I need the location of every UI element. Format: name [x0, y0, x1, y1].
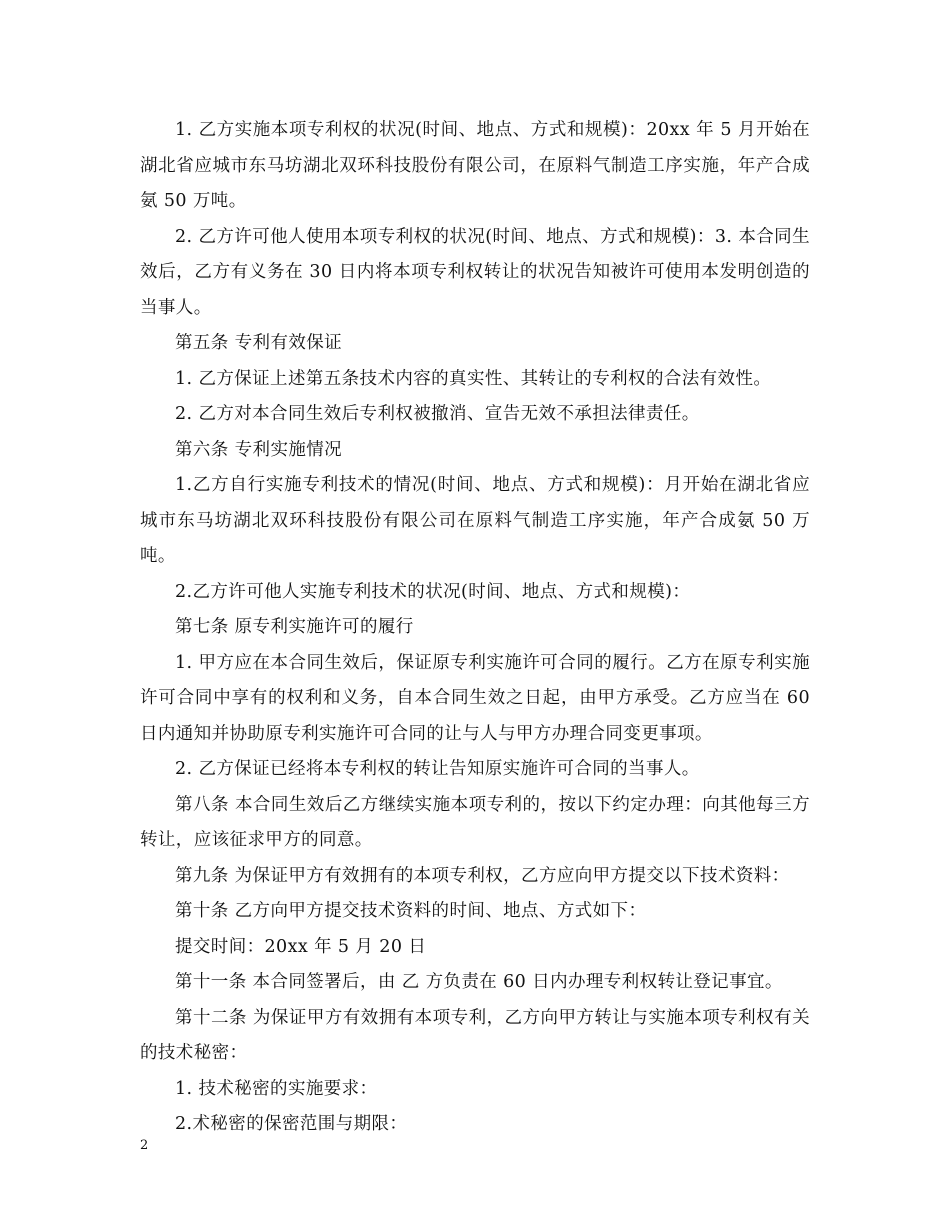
paragraph: 1. 技术秘密的实施要求： [175, 1078, 378, 1099]
paragraph: 2. 乙方对本合同生效后专利权被撤消、宣告无效不承担法律责任。 [175, 404, 700, 424]
document-body [140, 113, 810, 1143]
paragraph: 第八条 本合同生效后乙方继续实施本项专利的，按以下约定办理：向其他每三方转让，应该征求甲方的同意。 [140, 794, 810, 850]
page-number: 2 [140, 1138, 149, 1153]
paragraph: 第九条 为保证甲方有效拥有的本项专利权，乙方应向甲方提交以下技术资料： [175, 865, 790, 886]
paragraph: 1. 乙方保证上述第五条技术内容的真实性、其转让的专利权的合法有效性。 [175, 368, 772, 389]
paragraph: 2. 乙方保证已经将本专利权的转让告知原实施许可合同的当事人。 [175, 759, 700, 779]
paragraph: 第十二条 为保证甲方有效拥有本项专利，乙方向甲方转让与实施本项专利权有关的技术秘密： [140, 1007, 810, 1063]
paragraph: 第十一条 本合同签署后，由 乙 方负责在 60 日内办理专利权转让登记事宜。 [175, 972, 783, 992]
paragraph: 提交时间：20xx 年 5 月 20 日 [175, 936, 427, 957]
paragraph: 1. 乙方实施本项专利权的状况(时间、地点、方式和规模)：20xx 年 5 月开始在湖北省应城市东马坊湖北双环科技股份有限公司，在原料气制造工序实施，年产合成氨 50 万吨。 [140, 120, 810, 211]
paragraph: 2.乙方许可他人实施专利技术的状况(时间、地点、方式和规模)： [175, 581, 691, 602]
section-heading: 第五条 专利有效保证 [175, 333, 343, 353]
section-heading: 第七条 原专利实施许可的履行 [175, 617, 414, 637]
paragraph: 2.术秘密的保密范围与期限： [175, 1114, 408, 1134]
section-heading: 第六条 专利实施情况 [175, 439, 343, 460]
paragraph: 1.乙方自行实施专利技术的情况(时间、地点、方式和规模)：月开始在湖北省应城市东马坊湖北双环科技股份有限公司在原料气制造工序实施，年产合成氨 50 万吨。 [140, 475, 810, 566]
paragraph: 第十条 乙方向甲方提交技术资料的时间、地点、方式如下： [175, 901, 647, 921]
paragraph: 1. 甲方应在本合同生效后，保证原专利实施许可合同的履行。乙方在原专利实施许可合同中享有的权利和义务，自本合同生效之日起，由甲方承受。乙方应当在 60 日内通知并协助原专利实施许可合同的让与人与甲方办理合同变更事项。 [140, 652, 810, 744]
paragraph: 2. 乙方许可他人使用本项专利权的状况(时间、地点、方式和规模)：3. 本合同生效后，乙方有义务在 30 日内将本项专利权转让的状况告知被许可使用本发明创造的当事人。 [140, 226, 810, 318]
